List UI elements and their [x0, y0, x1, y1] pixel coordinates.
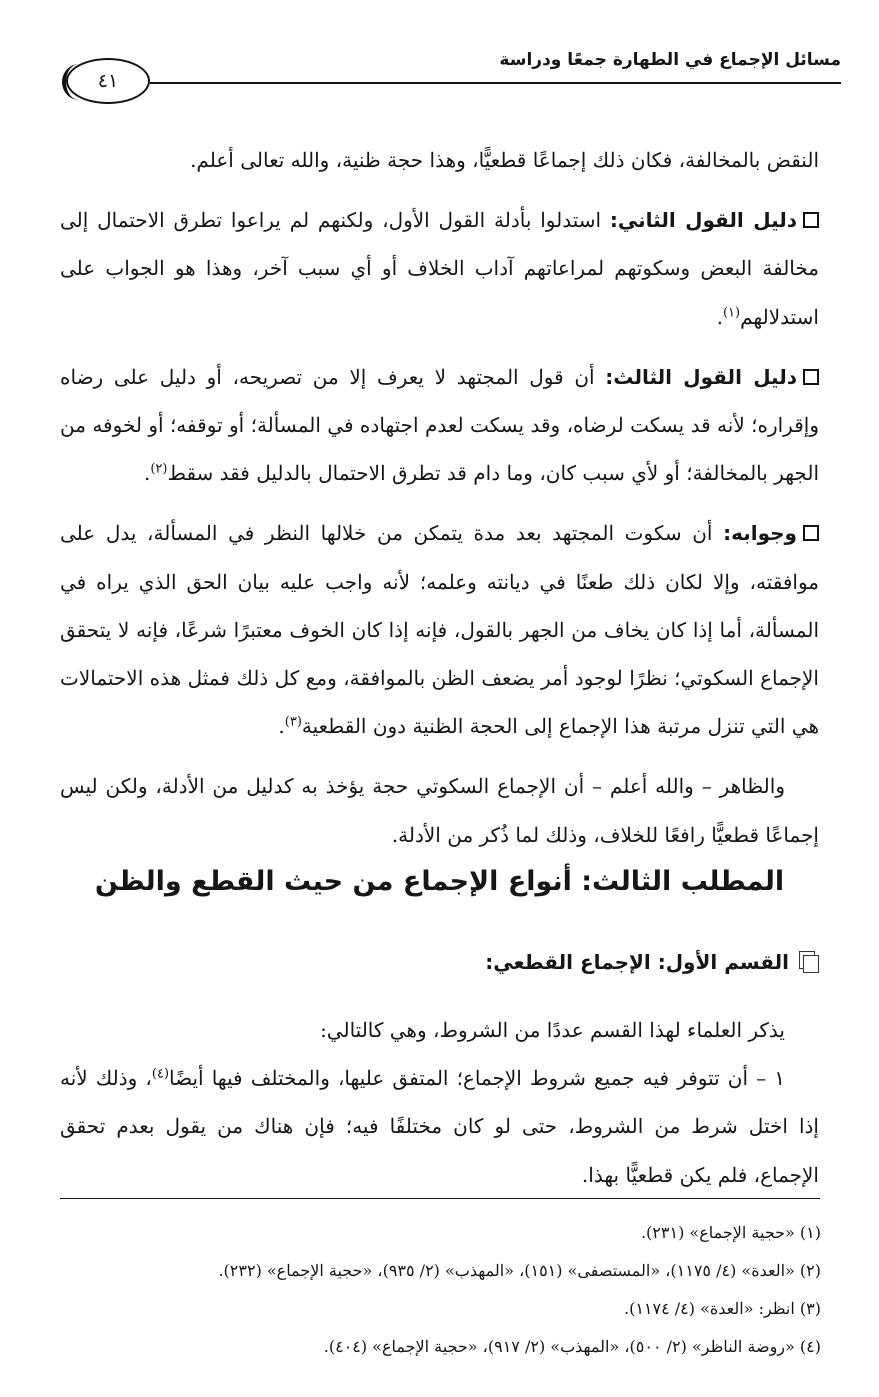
footnote-ref-3[interactable]: (٣): [284, 714, 302, 730]
page-number: ٤١: [97, 70, 119, 92]
square-bullet-icon: [803, 212, 819, 228]
paragraph-conditions-intro: يذكر العلماء لهذا القسم عددًا من الشروط، وهي كالتالي:: [320, 1018, 785, 1042]
main-text-block-2: [60, 1006, 819, 1199]
paragraph-answer: [60, 509, 819, 750]
paragraph-text: أن سكوت المجتهد بعد مدة يتمكن من خلالها النظر في المسألة، يدل على موافقته، وإلا لكان ذلك طعنًا في ديانته وعلمه؛ لأنه واجب عليه بيان الحق الذي يراه في المسألة، أما إذا كان يخاف من الجهر بالقول، فإنه إذا كان الخوف معتبرًا شرعًا، فإنه لا يتحقق الإجماع السكوتي؛ نظرًا لوجود أمر يضعف الظن بالموافقة، ومع كل ذلك فمثل هذه الاحتمالات هي التي تنزل مرتبة هذا الإجماع إلى الحجة الظنية دون القطعية: [60, 521, 819, 739]
paragraph-end: .: [143, 461, 151, 486]
paragraph-text: ١ – أن تتوفر فيه جميع شروط الإجماع؛ المتفق عليها، والمختلف فيها أيضًا: [169, 1066, 785, 1091]
running-header-title: مسائل الإجماع في الطهارة جمعًا ودراسة: [499, 50, 841, 70]
paragraph-label: وجوابه:: [723, 521, 797, 546]
paragraph-1: النقض بالمخالفة، فكان ذلك إجماعًا قطعيًّا، وهذا حجة ظنية، والله تعالى أعلم.: [190, 148, 819, 172]
paragraph-second-opinion: [60, 196, 819, 341]
paragraph-end: .: [278, 714, 285, 739]
footnote-2: (٢) «العدة» (٤/ ١١٧٥)، «المستصفى» (١٥١)، «المهذب» (٢/ ٩٣٥)، «حجية الإجماع» (٢٣٢).: [218, 1261, 821, 1280]
subsection-title: القسم الأول: الإجماع القطعي:: [485, 950, 789, 974]
main-text-block: [60, 136, 819, 859]
paragraph-label: دليل القول الثالث:: [605, 364, 797, 389]
square-bullet-icon: [803, 525, 819, 541]
page-number-badge: [66, 58, 150, 104]
paragraph-text-rest: ، وذلك لأنه إذا اختل شرط من الشروط، حتى لو كان مختلفًا فيه؛ فإن هناك من يقول بعدم تحقق الإجماع، فلم يكن قطعيًّا بهذا.: [60, 1066, 819, 1187]
paragraph-condition-1: [60, 1054, 819, 1199]
footnote-separator: [60, 1198, 820, 1199]
footnote-ref-2[interactable]: (٢): [150, 461, 168, 477]
square-bullet-icon: [803, 369, 819, 385]
footnote-ref-1[interactable]: (١): [722, 304, 741, 320]
subsection-heading: [485, 950, 821, 974]
footnote-3: (٣) انظر: «العدة» (٤/ ١١٧٤).: [623, 1299, 821, 1318]
section-heading: المطلب الثالث: أنواع الإجماع من حيث القطع والظن: [94, 866, 785, 897]
footnote-1: (١) «حجية الإجماع» (٢٣١).: [640, 1223, 821, 1242]
paragraph-label: دليل القول الثاني:: [609, 208, 797, 233]
paragraph-third-opinion: [60, 353, 819, 498]
header-rule: [150, 82, 841, 84]
documents-icon: [799, 951, 821, 973]
paragraph-text: أن قول المجتهد لا يعرف إلا من تصريحه، أو دليل على رضاه وإقراره؛ لأنه قد يسكت لرضاه، وقد يسكت لعدم اجتهاده في المسألة؛ أو توقفه؛ أو لخوفه من الجهر بالمخالفة؛ أو لأي سبب كان، وما دام قد تطرق الاحتمال بالدليل فقد سقط: [60, 364, 819, 486]
paragraph-end: .: [716, 304, 723, 329]
paragraph-conclusion: والظاهر – والله أعلم – أن الإجماع السكوتي حجة يؤخذ به كدليل من الأدلة، ولكن ليس إجماعًا قطعيًّا رافعًا للخلاف، وذلك لما ذُكر من الأدلة.: [60, 774, 819, 847]
footnote-4: (٤) «روضة الناظر» (٢/ ٥٠٠)، «المهذب» (٢/ ٩١٧)، «حجية الإجماع» (٤٠٤).: [323, 1337, 821, 1356]
paragraph-text: استدلوا بأدلة القول الأول، ولكنهم لم يراعوا تطرق الاحتمال إلى مخالفة البعض وسكوتهم لمراعاتهم آداب الخلاف أو أي سبب آخر، وهذا هو الجواب على استدلالهم: [60, 208, 820, 329]
footnotes: [60, 1214, 821, 1366]
footnote-ref-4[interactable]: (٤): [151, 1066, 170, 1082]
